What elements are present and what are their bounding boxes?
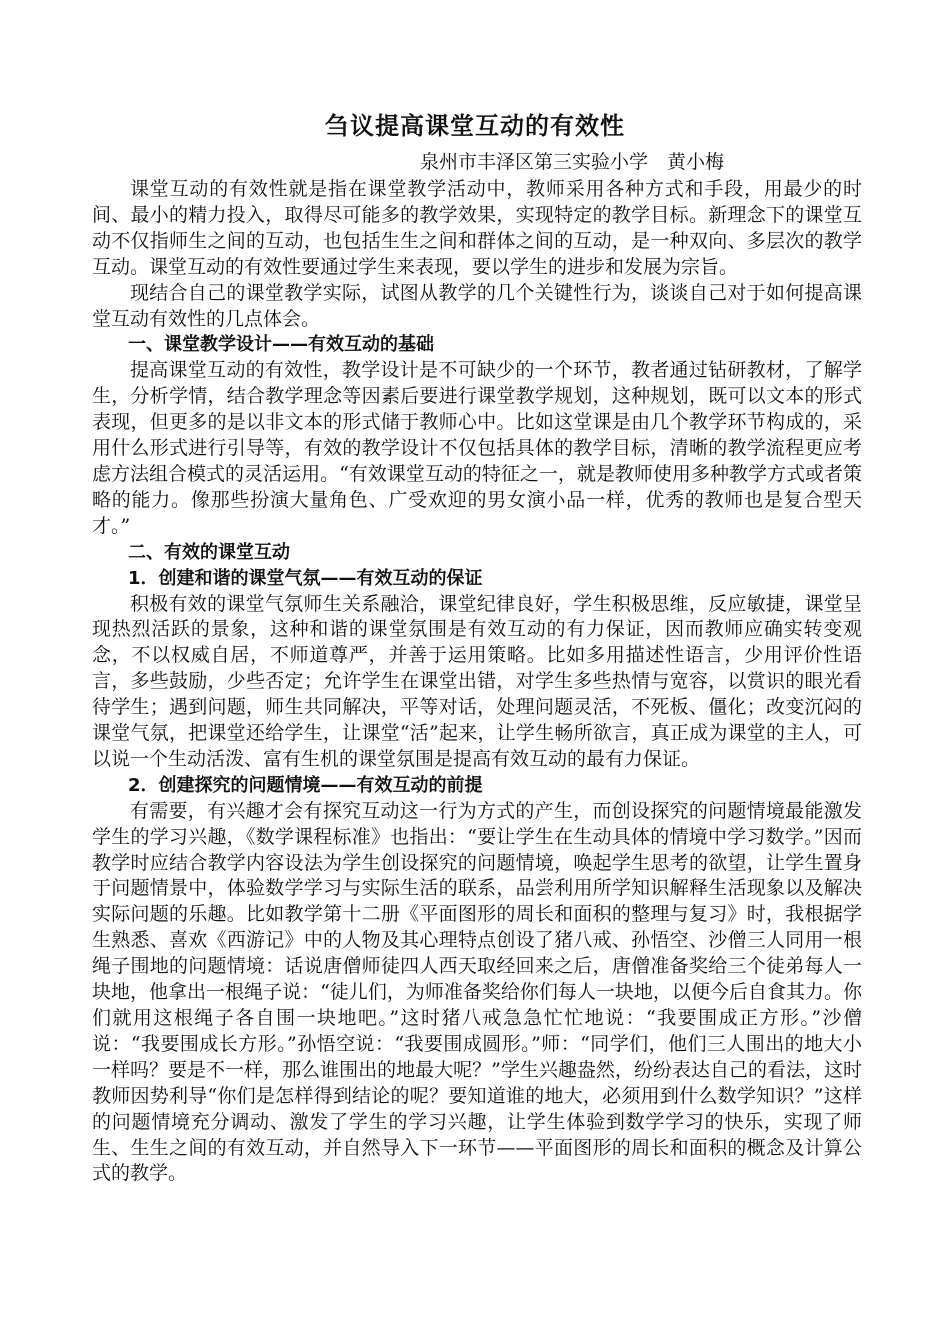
intro-paragraph: 现结合自己的课堂教学实际，试图从教学的几个关键性行为，谈谈自己对于如何提高课堂互动有效性的几点体会。 bbox=[92, 281, 862, 330]
section-paragraph: 提高课堂互动的有效性，教学设计是不可缺少的一个环节，教者通过钻研教材，了解学生，分析学情，结合教学理念等因素后要进行课堂教学规划，这种规划，既可以文本的形式表现，但更多的是以非文本的形式储于教师心中。比如这堂课是由几个教学环节构成的，采用什么形式进行引导等，有效的教学设计不仅包括具体的教学目标，清晰的教学流程更应考虑方法组合模式的灵活运用。“有效课堂互动的特征之一，就是教师使用多种教学方式或者策略的能力。像那些扮演大量角色、广受欢迎的男女演小品一样，优秀的教师也是复合型天才。” bbox=[92, 359, 862, 537]
section-heading: 一、课堂教学设计——有效互动的基础 bbox=[128, 334, 434, 356]
subsection-paragraph: 有需要，有兴趣才会有探究互动这一行为方式的产生，而创设探究的问题情境最能激发学生的学习兴趣，《数学课程标准》也指出：“要让学生在生动具体的情境中学习数学。”因而教学时应结合教学内容设法为学生创设探究的问题情境，唤起学生思考的欲望，让学生置身于问题情景中，体验数学学习与实际生活的联系，品尝利用所学知识解释生活现象以及解决实际问题的乐趣。比如教学第十二册《平面图形的周长和面积的整理与复习》时，我根据学生熟悉、喜欢《西游记》中的人物及其心理特点创设了猪八戒、孙悟空、沙僧三人同用一根绳子围地的问题情境：话说唐僧师徒四人西天取经回来之后，唐僧准备奖给三个徒弟每人一块地，他拿出一根绳子说：“徒儿们，为师准备奖给你们每人一块地，以便今后自食其力。你们就用这根绳子各自围一块地吧。”这时猪八戒急急忙忙地说：“我要围成正方形。”沙僧说：“我要围成长方形。”孙悟空说：“我要围成圆形。”师：“同学们，他们三人围出的地大小一样吗？要是不一样，那么谁围出的地最大呢？”学生兴趣盎然，纷纷表达自己的看法，这时教师因势利导“你们是怎样得到结论的呢？要知道谁的地大，必须用到什么数学知识？”这样的问题情境充分调动、激发了学生的学习兴趣，让学生体验到数学学习的快乐，实现了师生、生生之间的有效互动，并自然导入下一环节——平面图形的周长和面积的概念及计算公式的教学。 bbox=[92, 799, 862, 1185]
subsection-paragraph: 积极有效的课堂气氛师生关系融洽，课堂纪律良好，学生积极思维，反应敏捷，课堂呈现热烈活跃的景象，这种和谐的课堂氛围是有效互动的有力保证，因而教师应确实转变观念，不以权威自居，不师道尊严，并善于运用策略。比如多用描述性语言，少用评价性语言，多些鼓励，少些否定；允许学生在课堂出错，对学生多些热情与宽容，以赏识的眼光看待学生；遇到问题，师生共同解决，平等对话，处理问题灵活，不死板、僵化；改变沉闷的课堂气氛，把课堂还给学生，让课堂“活”起来，让学生畅所欲言，真正成为课堂的主人，可以说一个生动活泼、富有生机的课堂氛围是提高有效互动的最有力保证。 bbox=[92, 592, 862, 770]
intro-paragraph: 课堂互动的有效性就是指在课堂教学活动中，教师采用各种方式和手段，用最少的时间、最小的精力投入，取得尽可能多的教学效果，实现特定的教学目标。新理念下的课堂互动不仅指师生之间的互动，也包括生生之间和群体之间的互动，是一种双向、多层次的教学互动。课堂互动的有效性要通过学生来表现，要以学生的进步和发展为宗旨。 bbox=[92, 178, 862, 278]
section-heading: 二、有效的课堂互动 bbox=[128, 541, 290, 563]
subsection-heading: 2．创建探究的问题情境——有效互动的前提 bbox=[128, 774, 483, 796]
document-body bbox=[92, 177, 862, 1187]
author-byline: 泉州市丰泽区第三实验小学 黄小梅 bbox=[420, 151, 725, 173]
document-title: 刍议提高课堂互动的有效性 bbox=[325, 112, 625, 140]
subsection-heading: 1．创建和谐的课堂气氛——有效互动的保证 bbox=[128, 567, 483, 589]
